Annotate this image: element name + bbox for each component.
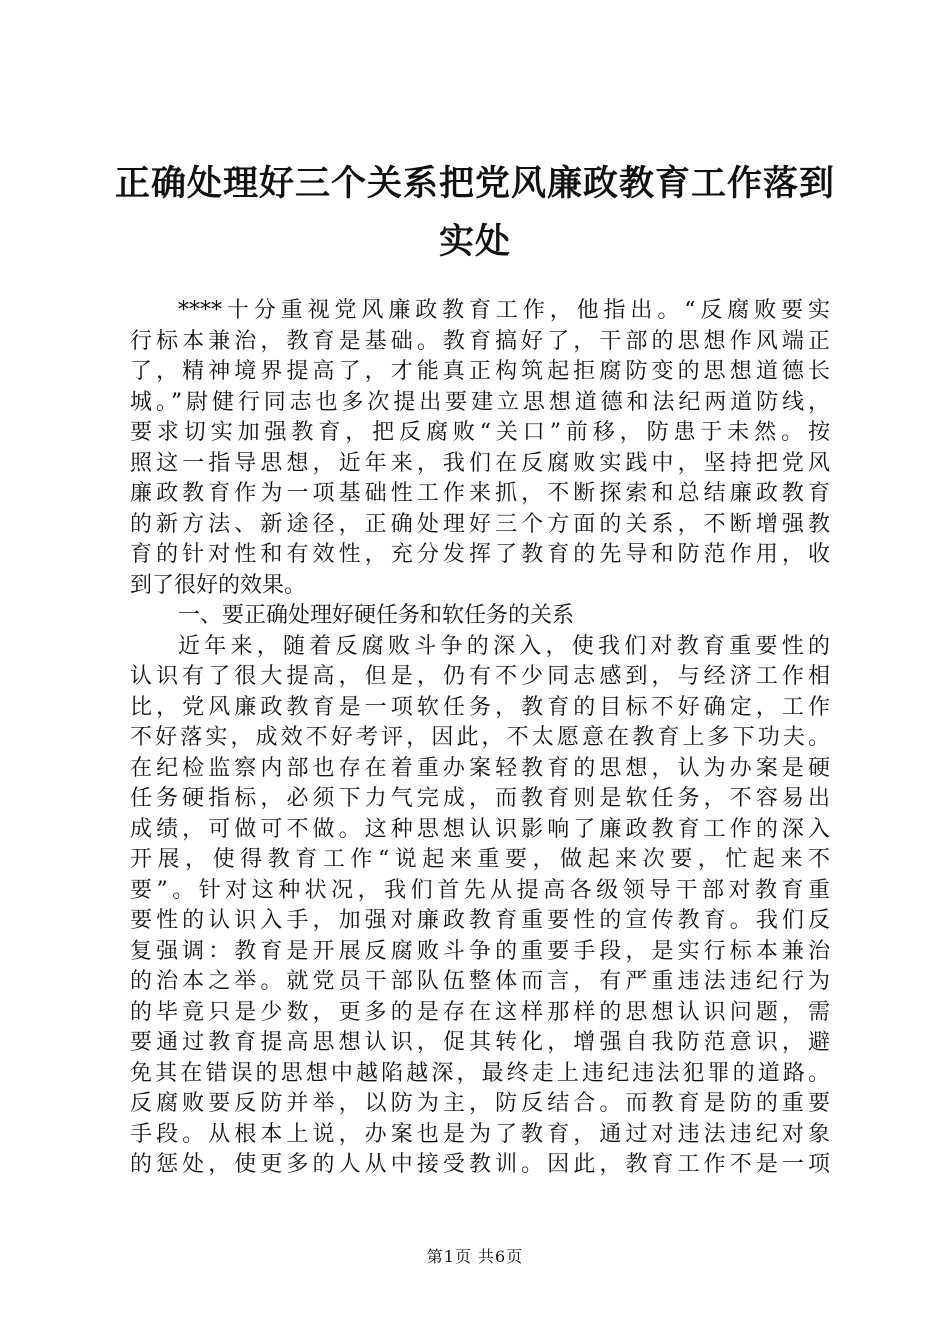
paragraph-line: 认识有了很大提高，但是，仍有不少同志感到，与经济工作相	[130, 664, 830, 689]
document-title-line-1: 正确处理好三个关系把党风廉政教育工作落到	[114, 163, 835, 204]
paragraph-line: 成绩，可做可不做。这种思想认识影响了廉政教育工作的深入	[130, 816, 830, 842]
paragraph-line: 手段。从根本上说，办案也是为了教育，通过对违法违纪对象	[130, 1121, 830, 1147]
paragraph-line: 任务硬指标，必须下力气完成，而教育则是软任务，不容易出	[130, 786, 830, 811]
paragraph-line: 到了很好的效果。	[130, 572, 307, 598]
paragraph-line: 育的针对性和有效性，充分发挥了教育的先导和防范作用，收	[130, 542, 830, 567]
page-number-footer: 第1页 共6页	[426, 1247, 524, 1266]
paragraph-line: 城。”尉健行同志也多次提出要建立思想道德和法纪两道防线，	[130, 389, 830, 415]
paragraph-line: 行标本兼治，教育是基础。教育搞好了，干部的思想作风端正	[130, 328, 830, 354]
paragraph-line: 不好落实，成效不好考评，因此，不太愿意在教育上多下功夫。	[130, 725, 830, 750]
paragraph-line: 了，精神境界提高了，才能真正构筑起拒腐防变的思想道德长	[130, 359, 830, 384]
document-title-line-2: 实处	[438, 221, 511, 262]
paragraph-line: 比，党风廉政教育是一项软任务，教育的目标不好确定，工作	[130, 694, 830, 720]
section-heading: 一、要正确处理好硬任务和软任务的关系	[178, 603, 575, 628]
paragraph-line: 开展，使得教育工作“说起来重要，做起来次要，忙起来不	[130, 847, 830, 872]
paragraph-line: 要”。针对这种状况，我们首先从提高各级领导干部对教育重	[130, 877, 830, 903]
paragraph-line: 的毕竟只是少数，更多的是存在这样那样的思想认识问题，需	[130, 999, 830, 1025]
paragraph-line: 免其在错误的思想中越陷越深，最终走上违纪违法犯罪的道路。	[130, 1060, 830, 1086]
document-body	[130, 296, 830, 1181]
paragraph-line: 照这一指导思想，近年来，我们在反腐败实践中，坚持把党风	[130, 450, 830, 476]
paragraph-line: 近年来，随着反腐败斗争的深入，使我们对教育重要性的	[178, 633, 830, 659]
paragraph-line: 要求切实加强教育，把反腐败“关口”前移，防患于未然。按	[130, 420, 830, 445]
paragraph-line: ****十分重视党风廉政教育工作，他指出。“反腐败要实	[178, 298, 830, 323]
paragraph-line: 要性的认识入手，加强对廉政教育重要性的宣传教育。我们反	[130, 908, 830, 933]
paragraph-line: 的惩处，使更多的人从中接受教训。因此，教育工作不是一项	[130, 1152, 830, 1177]
paragraph-line: 的治本之举。就党员干部队伍整体而言，有严重违法违纪行为	[130, 969, 830, 994]
paragraph-line: 廉政教育作为一项基础性工作来抓，不断探索和总结廉政教育	[130, 481, 830, 506]
paragraph-line: 要通过教育提高思想认识，促其转化，增强自我防范意识，避	[130, 1030, 830, 1055]
paragraph-line: 反腐败要反防并举，以防为主，防反结合。而教育是防的重要	[130, 1091, 830, 1116]
paragraph-line: 的新方法、新途径，正确处理好三个方面的关系，不断增强教	[130, 511, 830, 537]
paragraph-line: 在纪检监察内部也存在着重办案轻教育的思想，认为办案是硬	[130, 755, 830, 781]
paragraph-line: 复强调：教育是开展反腐败斗争的重要手段，是实行标本兼治	[130, 938, 830, 964]
